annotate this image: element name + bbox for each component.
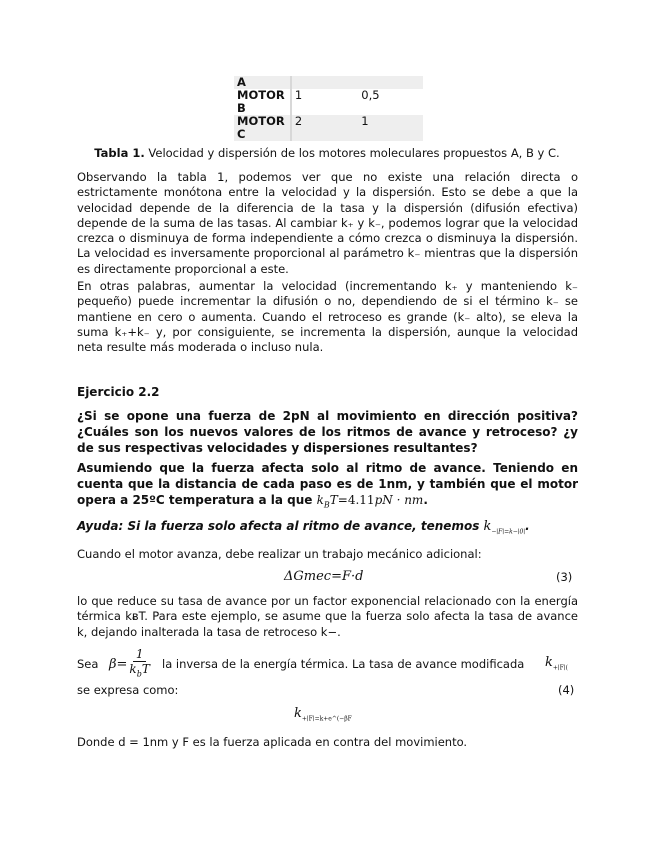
exercise-heading: Ejercicio 2.2 xyxy=(77,385,160,399)
table-cell: 0,5 xyxy=(361,88,380,102)
kbt-unit: pN · nm xyxy=(374,492,424,507)
equation-4-number: (4) xyxy=(558,683,575,697)
beta-description: la inversa de la energía térmica. La tasa de avance modificada xyxy=(162,657,525,671)
equation-3-number: (3) xyxy=(556,570,573,584)
table-cell: 1 xyxy=(358,115,423,141)
equation-3: ΔGmec=F·d xyxy=(284,569,364,584)
table-row xyxy=(234,115,423,141)
paragraph-3: lo que reduce su tasa de avance por un factor exponencial relacionado con la energía térmica kᴃT. Para este ejemplo, se asume que la fuerza solo afecta la tasa de avance k, dejando inalterada la tasa de retroceso k−. xyxy=(77,594,578,639)
hint-k-symbol: $k_{-∣F∣=k-∣0∣}$ xyxy=(483,519,526,536)
hint-line: Ayuda: Si la fuerza solo afecta al ritmo de avance, tenemos $k_{-∣F∣=k-∣0∣}$. xyxy=(77,519,530,536)
beta-definition: β= $\frac{1}{k_bT}$ xyxy=(109,648,150,681)
kbt-symbol: $k_BT$ xyxy=(316,492,338,509)
exercise-assumption: Asumiendo que la fuerza afecta solo al ritmo de avance. Teniendo en cuenta que la distancia de cada paso es de 1nm, y también que el motor opera a 25ºC temperatura a la que $k_BT=4.11pN$ · nm. xyxy=(77,461,578,509)
exercise-question: ¿Si se opone una fuerza de 2pN al movimiento en dirección positiva? ¿Cuáles son los nuevos valores de los ritmos de avance y retroceso? ¿y de sus respectivas velocidades y dispersiones resultantes? xyxy=(77,409,578,455)
caption-label: Tabla 1. xyxy=(94,146,145,160)
equation-4: $k_{+∣F∣=k+e\^{}(-\beta F}$ xyxy=(294,706,352,723)
expresa-line: se expresa como: xyxy=(77,683,179,697)
work-line: Cuando el motor avanza, debe realizar un trabajo mecánico adicional: xyxy=(77,547,482,561)
assumption-text: Asumiendo que la fuerza afecta solo al ritmo de avance. Teniendo en cuenta que la distancia de cada paso es de 1nm, y también que el motor opera a 25ºC temperatura a la que xyxy=(77,461,578,507)
final-line: Donde d = 1nm y F es la fuerza aplicada en contra del movimiento. xyxy=(77,735,468,749)
sea-label: Sea xyxy=(77,657,99,671)
motor-table xyxy=(234,76,424,141)
table-cell: 1 xyxy=(294,88,303,102)
modified-rate-symbol: $k_{+∣F∣(}$ xyxy=(545,655,568,672)
table-cell: 2 xyxy=(291,115,358,141)
table-cell-label: MOTOR C xyxy=(234,115,291,141)
paragraph-1: Observando la tabla 1, podemos ver que no existe una relación directa o estrictamente monótona entre la velocidad y la dispersión. Esto se debe a que la velocidad depende de la diferencia de la tasa y la dispersión (difusión efectiva) depende de la suma de las tasas. Al cambiar k₊ y k₋, podemos lograr que la velocidad crezca o disminuya de forma independiente a cómo crezca o disminuya la dispersión. La velocidad es inversamente proporcional al parámetro k₋ mientras que la dispersión es directamente proporcional a este. xyxy=(77,170,578,276)
table-caption xyxy=(77,146,577,160)
paragraph-2: En otras palabras, aumentar la velocidad (incrementando k₊ y manteniendo k₋ pequeño) puede incrementar la difusión o no, dependiendo de si el término k₋ se mantiene en cero o aumenta. Cuando el retroceso es grande (k₋ alto), se eleva la suma k₊+k₋ y, por consiguiente, se incrementa la dispersión, aunque la velocidad neta resulte más moderada o incluso nula. xyxy=(77,279,578,355)
caption-text: Velocidad y dispersión de los motores moleculares propuestos A, B y C. xyxy=(144,146,560,160)
table-cell-label: A xyxy=(234,76,291,89)
hint-text: Ayuda: Si la fuerza solo afecta al ritmo de avance, tenemos xyxy=(77,519,484,533)
kbt-value: =4.11 xyxy=(337,492,375,507)
beta-fraction: $\frac{1}{k_bT}$ xyxy=(129,647,150,679)
table-cell-label: MOTOR B xyxy=(234,89,291,115)
table-row xyxy=(234,89,423,115)
